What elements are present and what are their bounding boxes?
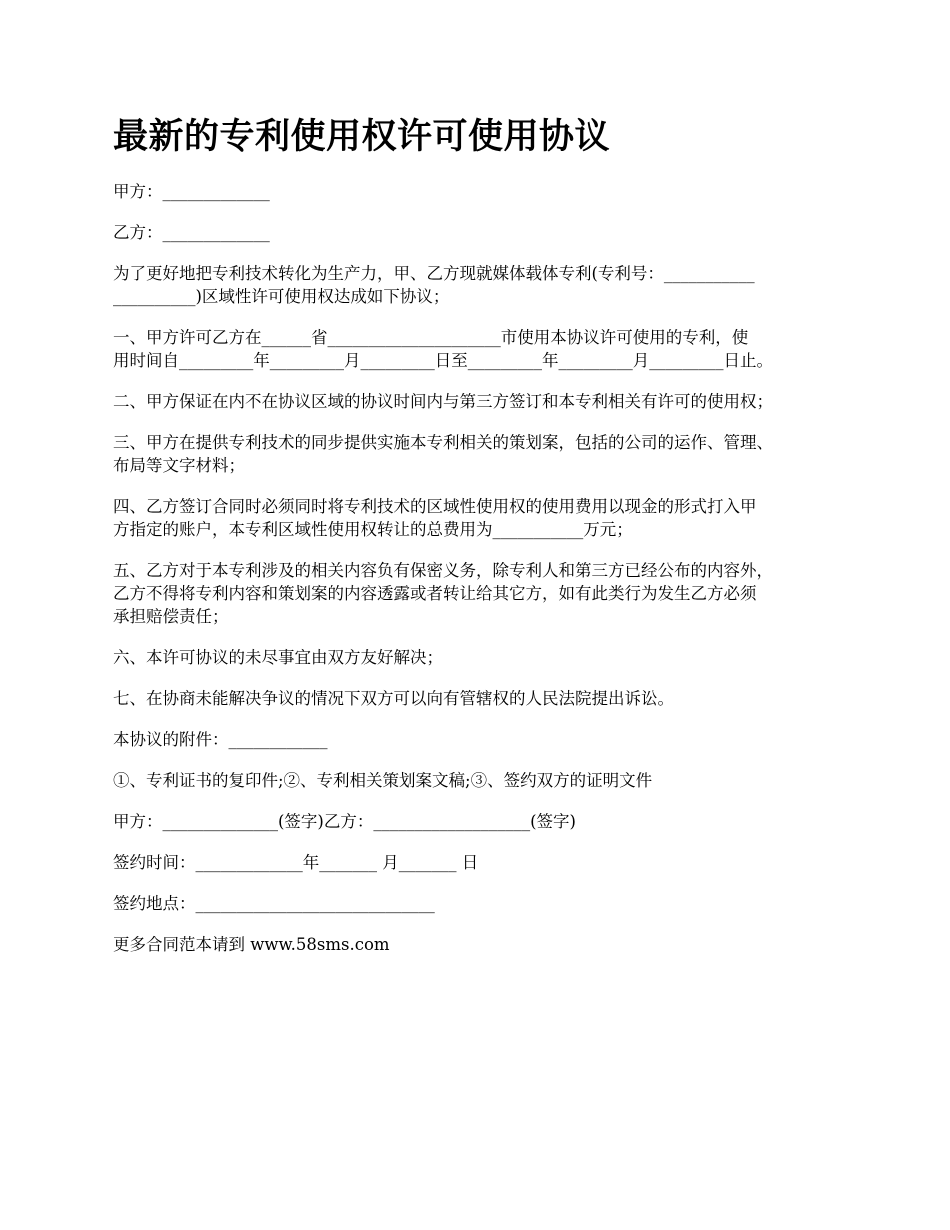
intro-paragraph: 为了更好地把专利技术转化为生产力，甲、乙方现就媒体载体专利(专利号：___________ __________)区域性许可使用权达成如下协议； [113,264,755,306]
document-page [113,112,855,974]
clause-5: 五、乙方对于本专利涉及的相关内容负有保密义务，除专利人和第三方已经公布的内容外， 乙方不得将专利内容和策划案的内容透露或者转让给其它方，如有此类行为发生乙方必须 承担赔偿责任； [113,561,773,626]
document-title: 最新的专利使用权许可使用协议 [113,117,611,157]
clause-1: 一、甲方许可乙方在______省_____________________市使用本协议许可使用的专利，使 用时间自_________年_________月_________日至_________年_________月_________日止。 [113,328,773,370]
sign-place-line: 签约地点：_____________________________ [113,894,435,913]
attachments-label: 本协议的附件：____________ [113,730,328,749]
party-b-line: 乙方：_____________ [113,223,270,242]
attachments-list: ①、专利证书的复印件;②、专利相关策划案文稿;③、签约双方的证明文件 [113,771,653,790]
party-a-line: 甲方：_____________ [113,182,270,201]
clause-7: 七、在协商未能解决争议的情况下双方可以向有管辖权的人民法院提出诉讼。 [113,689,674,708]
signature-line: 甲方：______________(签字)乙方：___________________(签字) [113,812,576,831]
clause-3: 三、甲方在提供专利技术的同步提供实施本专利相关的策划案，包括的公司的运作、管理、 布局等文字材料； [113,433,773,475]
clause-2: 二、甲方保证在内不在协议区域的协议时间内与第三方签订和本专利相关有许可的使用权； [113,392,773,411]
clause-6: 六、本许可协议的未尽事宜由双方友好解决； [113,648,443,667]
sign-date-line: 签约时间：_____________年_______ 月_______ 日 [113,853,479,872]
clause-4: 四、乙方签订合同时必须同时将专利技术的区域性使用权的使用费用以现金的形式打入甲 方指定的账户，本专利区域性使用权转让的总费用为___________万元； [113,497,757,539]
footer-note: 更多合同范本请到 www.58sms.com [113,935,390,954]
